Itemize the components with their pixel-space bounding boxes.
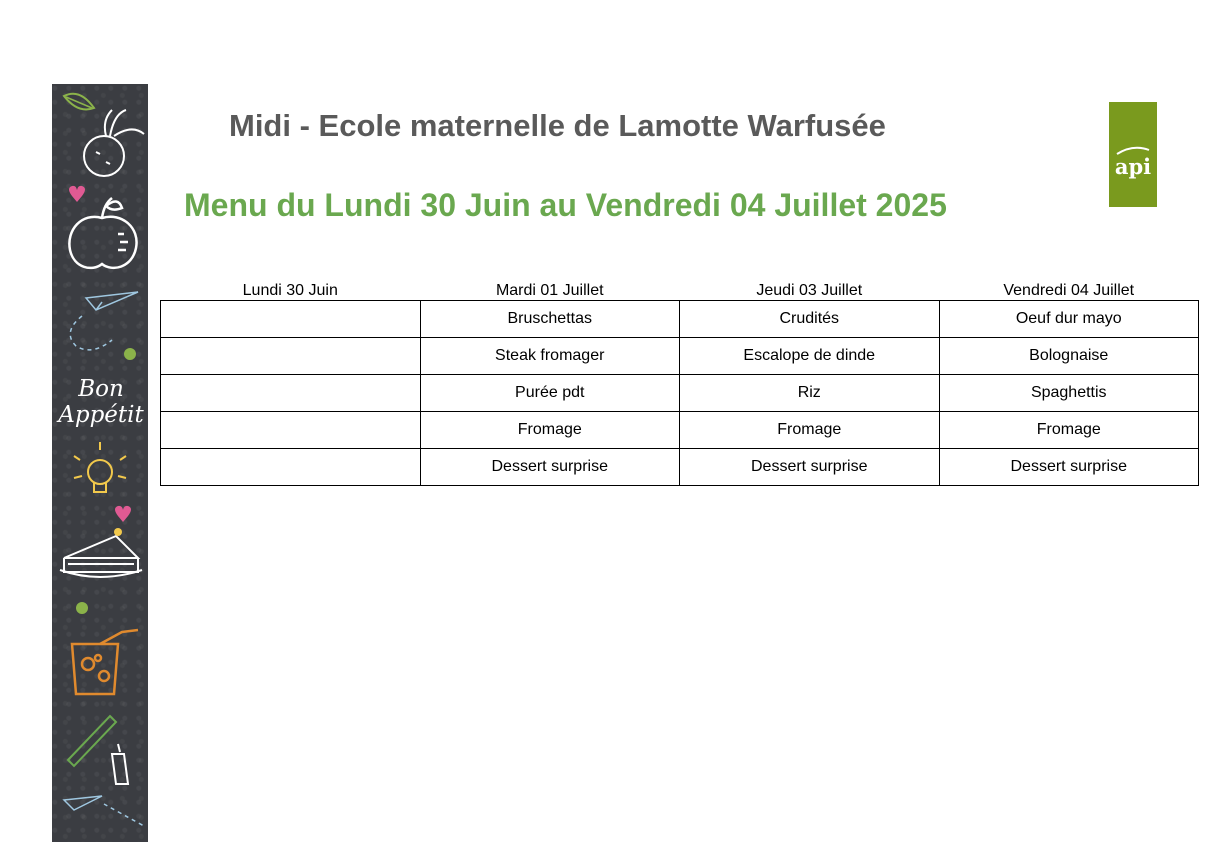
menu-period-title: Menu du Lundi 30 Juin au Vendredi 04 Juillet 2025 [184, 187, 947, 223]
menu-cell: Spaghettis [939, 375, 1199, 412]
pencil-icon [68, 716, 128, 784]
day-header: Jeudi 03 Juillet [756, 282, 863, 299]
gear-icon [124, 348, 136, 360]
menu-cell: Fromage [680, 412, 940, 449]
menu-cell: Purée pdt [420, 375, 680, 412]
menu-cell: Escalope de dinde [680, 338, 940, 375]
menu-cell [161, 375, 421, 412]
menu-cell: Oeuf dur mayo [939, 301, 1199, 338]
chalk-doodles [52, 84, 148, 842]
menu-cell: Riz [680, 375, 940, 412]
drink-icon [72, 630, 138, 694]
menu-cell: Bruschettas [420, 301, 680, 338]
menu-cell [161, 449, 421, 486]
menu-cell: Dessert surprise [939, 449, 1199, 486]
gear-icon [76, 602, 88, 614]
menu-cell: Dessert surprise [680, 449, 940, 486]
paper-plane-icon [64, 796, 144, 826]
heart-icon [115, 506, 131, 522]
lightbulb-icon [74, 442, 126, 492]
menu-cell [161, 301, 421, 338]
api-logo [1109, 102, 1157, 207]
table-row [161, 412, 1199, 449]
radish-icon [84, 110, 144, 176]
bon-appetit-lettering: Bon Appétit [58, 376, 144, 428]
table-row [161, 449, 1199, 486]
day-header: Vendredi 04 Juillet [1003, 282, 1135, 299]
day-header-row [161, 274, 1199, 301]
day-header: Mardi 01 Juillet [495, 282, 604, 299]
cake-icon [60, 528, 142, 577]
apple-icon [69, 198, 136, 268]
menu-table [160, 274, 1199, 486]
menu-cell: Bolognaise [939, 338, 1199, 375]
page-title: Midi - Ecole maternelle de Lamotte Warfusée [229, 108, 886, 143]
menu-cell: Steak fromager [420, 338, 680, 375]
table-row [161, 338, 1199, 375]
menu-cell: Crudités [680, 301, 940, 338]
menu-cell: Fromage [420, 412, 680, 449]
menu-cell: Fromage [939, 412, 1199, 449]
leaf-icon [64, 94, 94, 110]
table-row [161, 301, 1199, 338]
menu-cell [161, 338, 421, 375]
day-header: Lundi 30 Juin [242, 282, 338, 299]
heart-icon [69, 186, 85, 202]
chalkboard-decoration [52, 84, 148, 842]
table-row [161, 375, 1199, 412]
menu-cell [161, 412, 421, 449]
logo-text: api [1114, 154, 1152, 179]
menu-cell: Dessert surprise [420, 449, 680, 486]
paper-plane-icon [70, 292, 138, 350]
